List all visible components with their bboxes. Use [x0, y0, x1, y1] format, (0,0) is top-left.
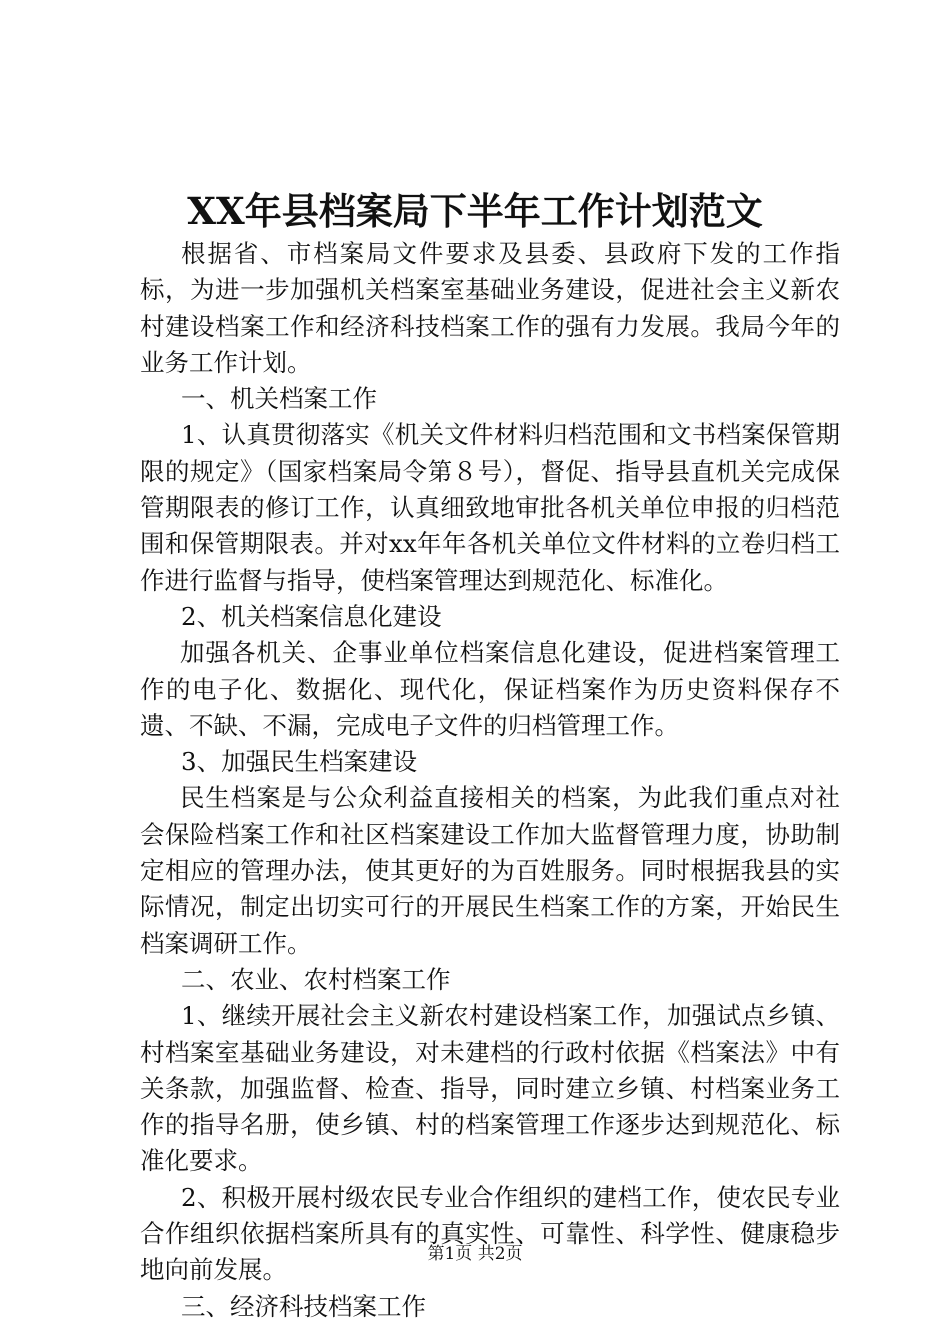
heading-section-3: 三、经济科技档案工作 — [181, 1291, 426, 1321]
paragraph-1-2: 加强各机关、企事业单位档案信息化建设，促进档案管理工作的电子化、数据化、现代化，保证档案作为历史资料保存不遗、不缺、不漏，完成电子文件的归档管理工作。 — [140, 638, 840, 740]
document-body — [140, 236, 840, 1325]
heading-section-1: 一、机关档案工作 — [181, 384, 377, 414]
heading-section-2: 二、农业、农村档案工作 — [181, 964, 451, 994]
document-title: XX年县档案局下半年工作计划范文 — [187, 189, 763, 233]
paragraph-2-1: 1、继续开展社会主义新农村建设档案工作，加强试点乡镇、村档案室基础业务建设，对未建档的行政村依据《档案法》中有关条款，加强监督、检查、指导，同时建立乡镇、村档案业务工作的指导名册，使乡镇、村的档案管理工作逐步达到规范化、标准化要求。 — [140, 1001, 840, 1176]
paragraph-intro: 根据省、市档案局文件要求及县委、县政府下发的工作指标，为进一步加强机关档案室基础业务建设，促进社会主义新农村建设档案工作和经济科技档案工作的强有力发展。我局今年的业务工作计划。 — [140, 239, 840, 377]
heading-1-3: 3、加强民生档案建设 — [181, 747, 418, 777]
paragraph-1-1: 1、认真贯彻落实《机关文件材料归档范围和文书档案保管期限的规定》（国家档案局令第８号），督促、指导县直机关完成保管期限表的修订工作，认真细致地审批各机关单位申报的归档范围和保管期限表。并对xx年年各机关单位文件材料的立卷归档工作进行监督与指导，使档案管理达到规范化、标准化。 — [140, 420, 840, 595]
heading-1-2: 2、机关档案信息化建设 — [181, 601, 442, 631]
page-footer: 第1页 共2页 — [427, 1244, 523, 1264]
paragraph-2-2: 2、积极开展村级农民专业合作组织的建档工作，使农民专业合作组织依据档案所具有的真实性、可靠性、科学性、健康稳步地向前发展。 — [140, 1182, 840, 1285]
paragraph-1-3: 民生档案是与公众利益直接相关的档案，为此我们重点对社会保险档案工作和社区档案建设工作加大监督管理力度，协助制定相应的管理办法，使其更好的为百姓服务。同时根据我县的实际情况，制定出切实可行的开展民生档案工作的方案，开始民生档案调研工作。 — [140, 783, 840, 958]
